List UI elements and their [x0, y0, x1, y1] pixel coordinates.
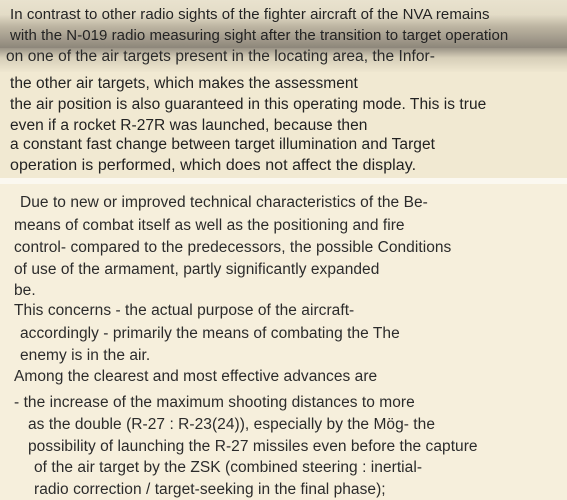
text-line: a constant fast change between target illumination and Target [10, 136, 435, 153]
text-line: Due to new or improved technical characteristics of the Be- [20, 194, 428, 211]
text-line: control- compared to the predecessors, the possible Conditions [14, 239, 452, 256]
text-line: In contrast to other radio sights of the fighter aircraft of the NVA remains [10, 6, 490, 23]
text-line: with the N-019 radio measuring sight after the transition to target operation [10, 27, 509, 44]
text-line: on one of the air targets present in the locating area, the Infor- [6, 48, 435, 65]
text-line: This concerns - the actual purpose of the aircraft- [14, 302, 355, 319]
excerpt-1 [0, 0, 567, 48]
excerpt-3 [0, 184, 567, 500]
text-line: the air position is also guaranteed in this operating mode. This is true [10, 96, 487, 113]
text-line: accordingly - primarily the means of combating the The [20, 325, 400, 342]
text-line: as the double (R-27 : R-23(24)), especially by the Mög- the [28, 416, 436, 433]
text-line: of the air target by the ZSK (combined steering : inertial- [34, 459, 423, 476]
text-line: - the increase of the maximum shooting distances to more [14, 394, 415, 411]
text-line: be. [14, 282, 36, 299]
text-line: Among the clearest and most effective advances are [14, 368, 378, 385]
text-line: of use of the armament, partly significantly expanded [14, 261, 380, 278]
text-line: possibility of launching the R-27 missiles even before the capture [28, 438, 478, 455]
text-line: even if a rocket R-27R was launched, because then [10, 117, 368, 134]
excerpt-2 [0, 72, 567, 178]
text-line: operation is performed, which does not affect the display. [10, 157, 417, 174]
text-line: means of combat itself as well as the positioning and fire [14, 217, 405, 234]
excerpt-1-tail [0, 48, 567, 72]
text-line: the other air targets, which makes the assessment [10, 75, 358, 92]
text-line: enemy is in the air. [20, 347, 151, 364]
text-line: radio correction / target-seeking in the final phase); [34, 481, 386, 498]
